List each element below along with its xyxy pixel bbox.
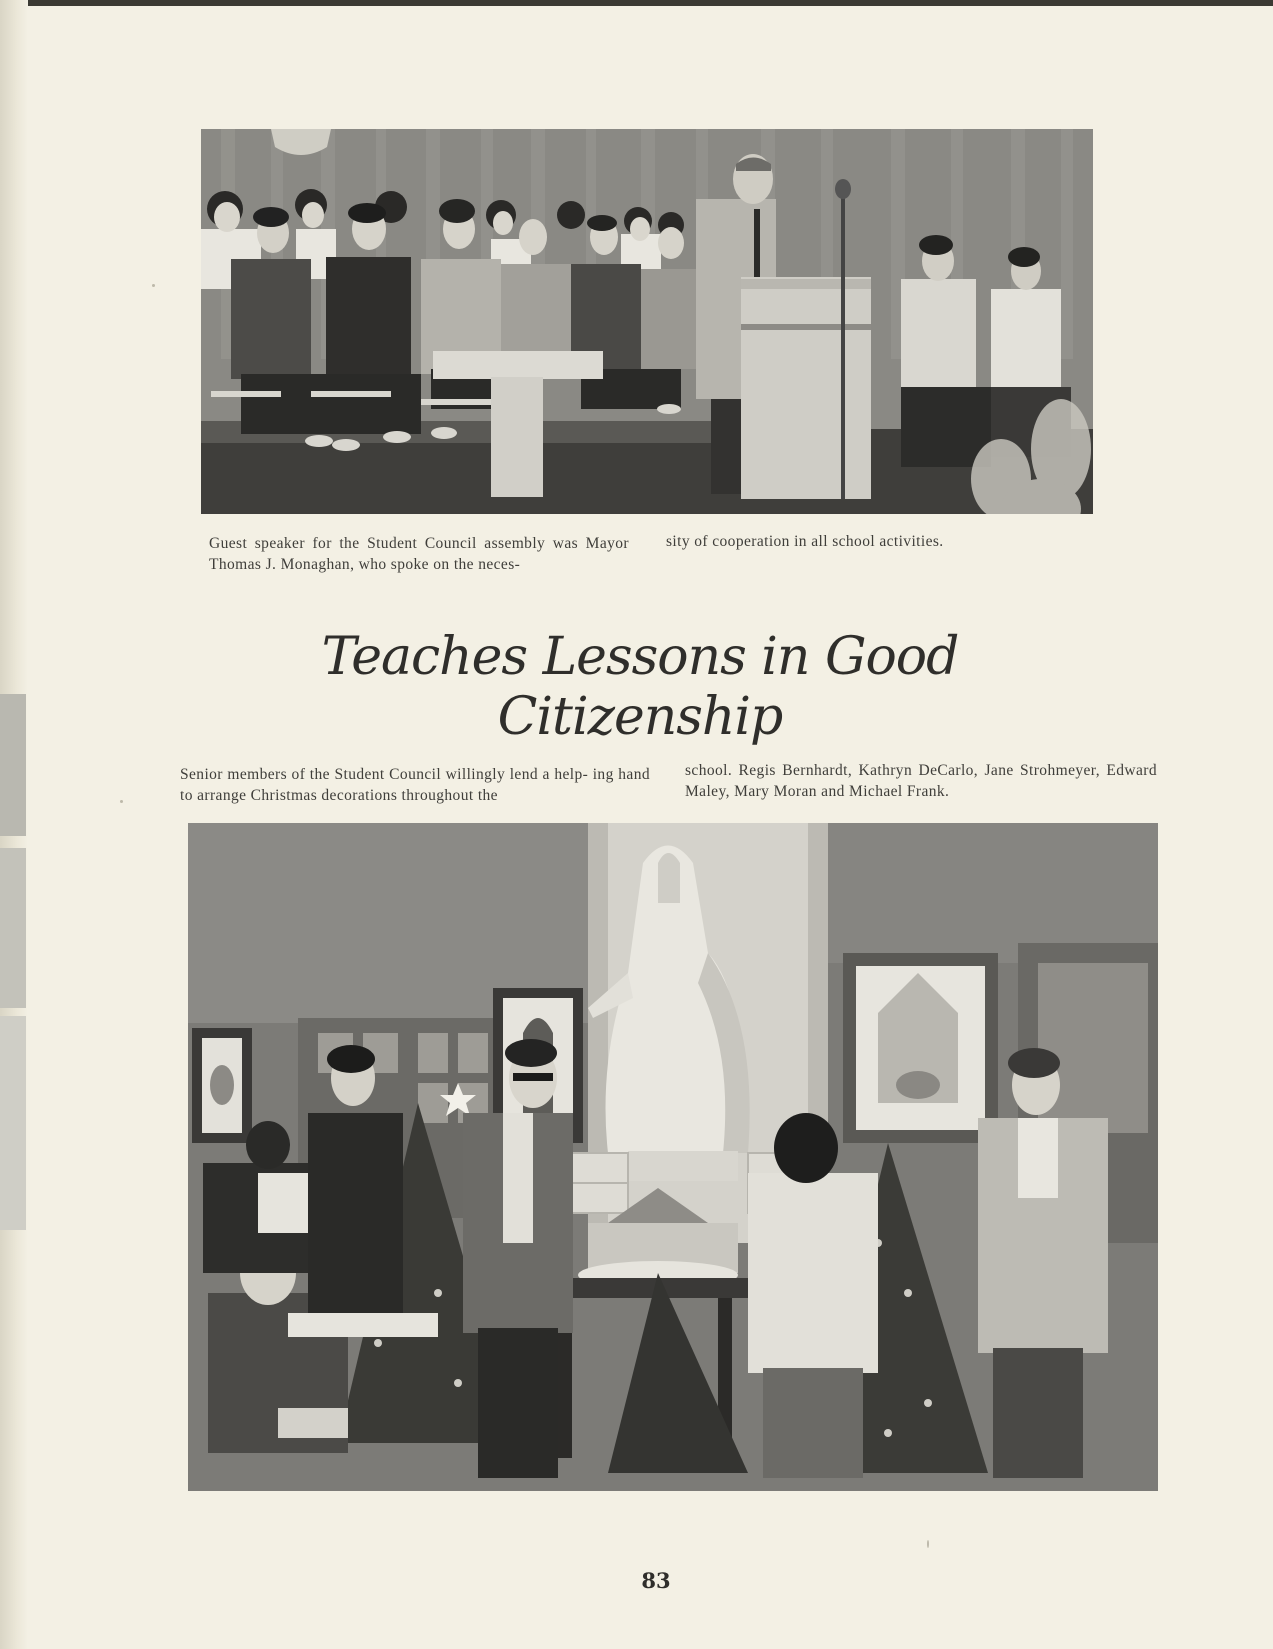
paper-speck bbox=[120, 800, 123, 803]
decorations-caption-right: school. Regis Bernhardt, Kathryn DeCarlo, Jane Strohmeyer, Edward Maley, Mary Moran and Michael Frank. bbox=[685, 762, 1157, 800]
page-number: 83 bbox=[641, 1568, 671, 1593]
paper-speck bbox=[152, 284, 155, 287]
page-heading: Teaches Lessons in Good Citizenship bbox=[321, 627, 959, 747]
assembly-photo-illustration bbox=[201, 129, 1093, 514]
paper-speck bbox=[927, 1540, 929, 1548]
assembly-photo bbox=[201, 129, 1093, 514]
christmas-decorations-photo bbox=[188, 823, 1158, 1491]
assembly-caption-left: Guest speaker for the Student Council assembly was Mayor Thomas J. Monaghan, who spoke on the neces- bbox=[209, 535, 629, 573]
binding-tab bbox=[0, 694, 26, 836]
binding-tab bbox=[0, 1016, 26, 1230]
page-top-edge bbox=[0, 0, 1273, 6]
assembly-caption-right: sity of cooperation in all school activities. bbox=[666, 533, 944, 550]
decorations-caption-left: Senior members of the Student Council willingly lend a help- ing hand to arrange Christmas decorations throughout the bbox=[180, 766, 650, 804]
binding-tab bbox=[0, 848, 26, 1008]
christmas-decorations-photo-illustration bbox=[188, 823, 1158, 1491]
